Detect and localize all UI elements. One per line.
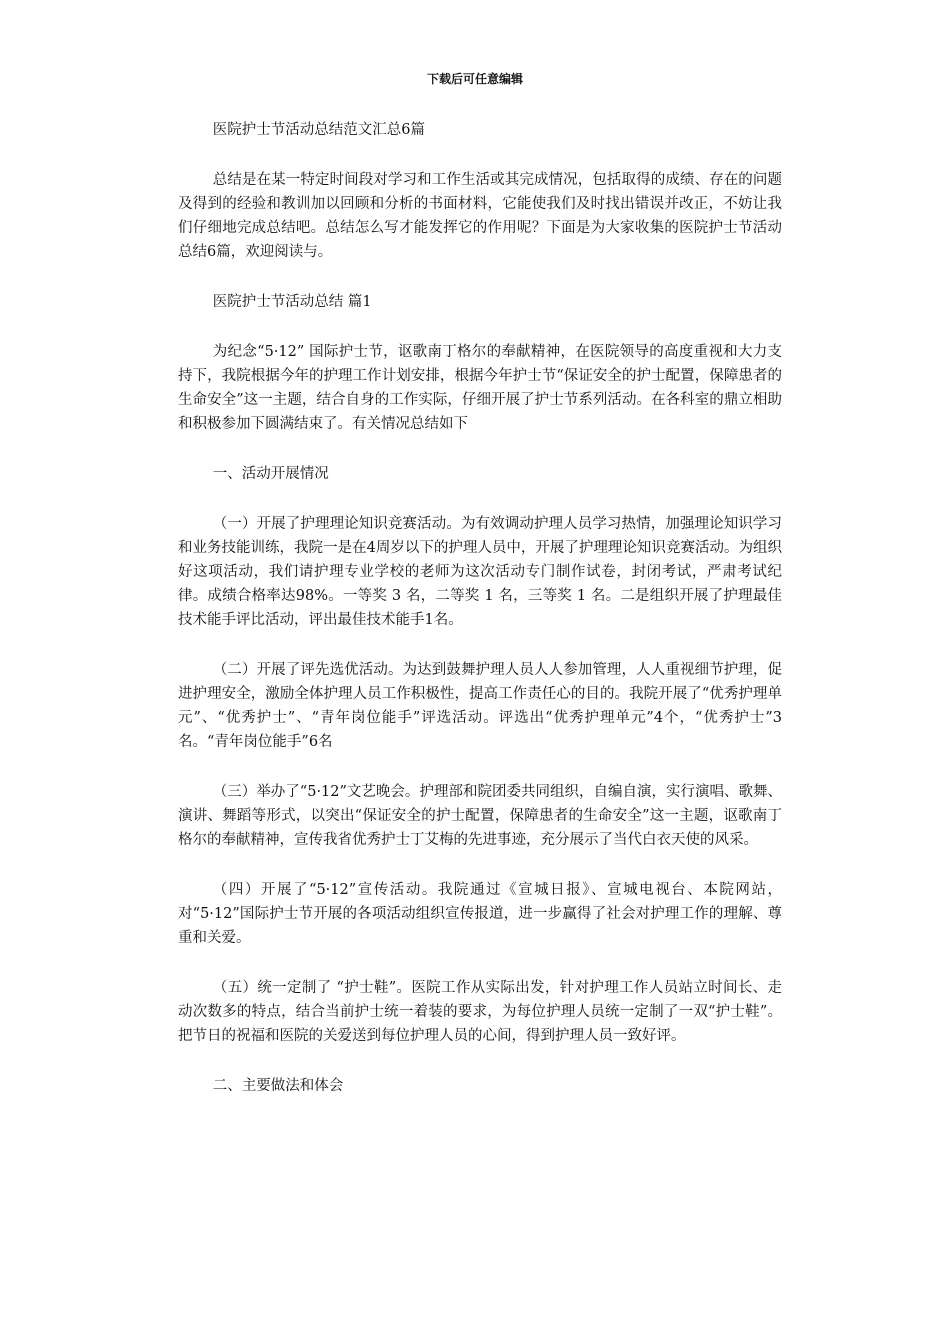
part2-heading: 二、主要做法和体会 — [212, 1078, 344, 1094]
activity-item-3: （三）举办了“5·12”文艺晚会。护理部和院团委共同组织，自编自演，实行演唱、歌舞、演讲、舞蹈等形式，以突出“保证安全的护士配置，保障患者的生命安全”这一主题，讴歌南丁格尔的奉献精神，宣传我省优秀护士丁艾梅的先进事迹，充分展示了当代白衣天使的风采。 — [178, 784, 782, 848]
document-body — [178, 118, 782, 1098]
activity-item-4: （四）开展了“5·12”宣传活动。我院通过《宣城日报》、宣城电视台、本院网站，对“5·12”国际护士节开展的各项活动组织宣传报道，进一步赢得了社会对护理工作的理解、尊重和关爱。 — [178, 882, 782, 946]
part1-heading: 一、活动开展情况 — [212, 466, 329, 482]
document-title: 医院护士节活动总结范文汇总6篇 — [212, 122, 426, 138]
section-title: 医院护士节活动总结 篇1 — [212, 294, 372, 310]
activity-item-5: （五）统一定制了 “护士鞋”。医院工作从实际出发，针对护理工作人员站立时间长、走动次数多的特点，结合当前护士统一着装的要求，为每位护理人员统一定制了一双“护士鞋”。把节日的祝福和医院的关爱送到每位护理人员的心间，得到护理人员一致好评。 — [178, 980, 782, 1044]
page-header-note: 下载后可任意编辑 — [426, 72, 523, 86]
opening-paragraph: 为纪念“5·12” 国际护士节，讴歌南丁格尔的奉献精神，在医院领导的高度重视和大力支持下，我院根据今年的护理工作计划安排，根据今年护士节“保证安全的护士配置，保障患者的生命安全”这一主题，结合自身的工作实际，仔细开展了护士节系列活动。在各科室的鼎立相助和积极参加下圆满结束了。有关情况总结如下 — [178, 344, 782, 432]
activity-item-2: （二）开展了评先选优活动。为达到鼓舞护理人员人人参加管理，人人重视细节护理，促进护理安全，激励全体护理人员工作积极性，提高工作责任心的目的。我院开展了“优秀护理单元”、“优秀护士”、“青年岗位能手”评选活动。评选出“优秀护理单元”4个，“优秀护士”3名。“青年岗位能手”6名 — [178, 662, 782, 750]
activity-item-1: （一）开展了护理理论知识竞赛活动。为有效调动护理人员学习热情，加强理论知识学习和业务技能训练，我院一是在4周岁以下的护理人员中，开展了护理理论知识竞赛活动。为组织好这项活动，我们请护理专业学校的老师为这次活动专门制作试卷，封闭考试，严肃考试纪律。成绩合格率达98%。一等奖 3 名，二等奖 1 名，三等奖 1 名。二是组织开展了护理最佳技术能手评比活动，评出最佳技术能手1名。 — [178, 516, 782, 628]
intro-paragraph: 总结是在某一特定时间段对学习和工作生活或其完成情况，包括取得的成绩、存在的问题及得到的经验和教训加以回顾和分析的书面材料，它能使我们及时找出错误并改正，不妨让我们仔细地完成总结吧。总结怎么写才能发挥它的作用呢？下面是为大家收集的医院护士节活动总结6篇，欢迎阅读与。 — [178, 172, 782, 260]
